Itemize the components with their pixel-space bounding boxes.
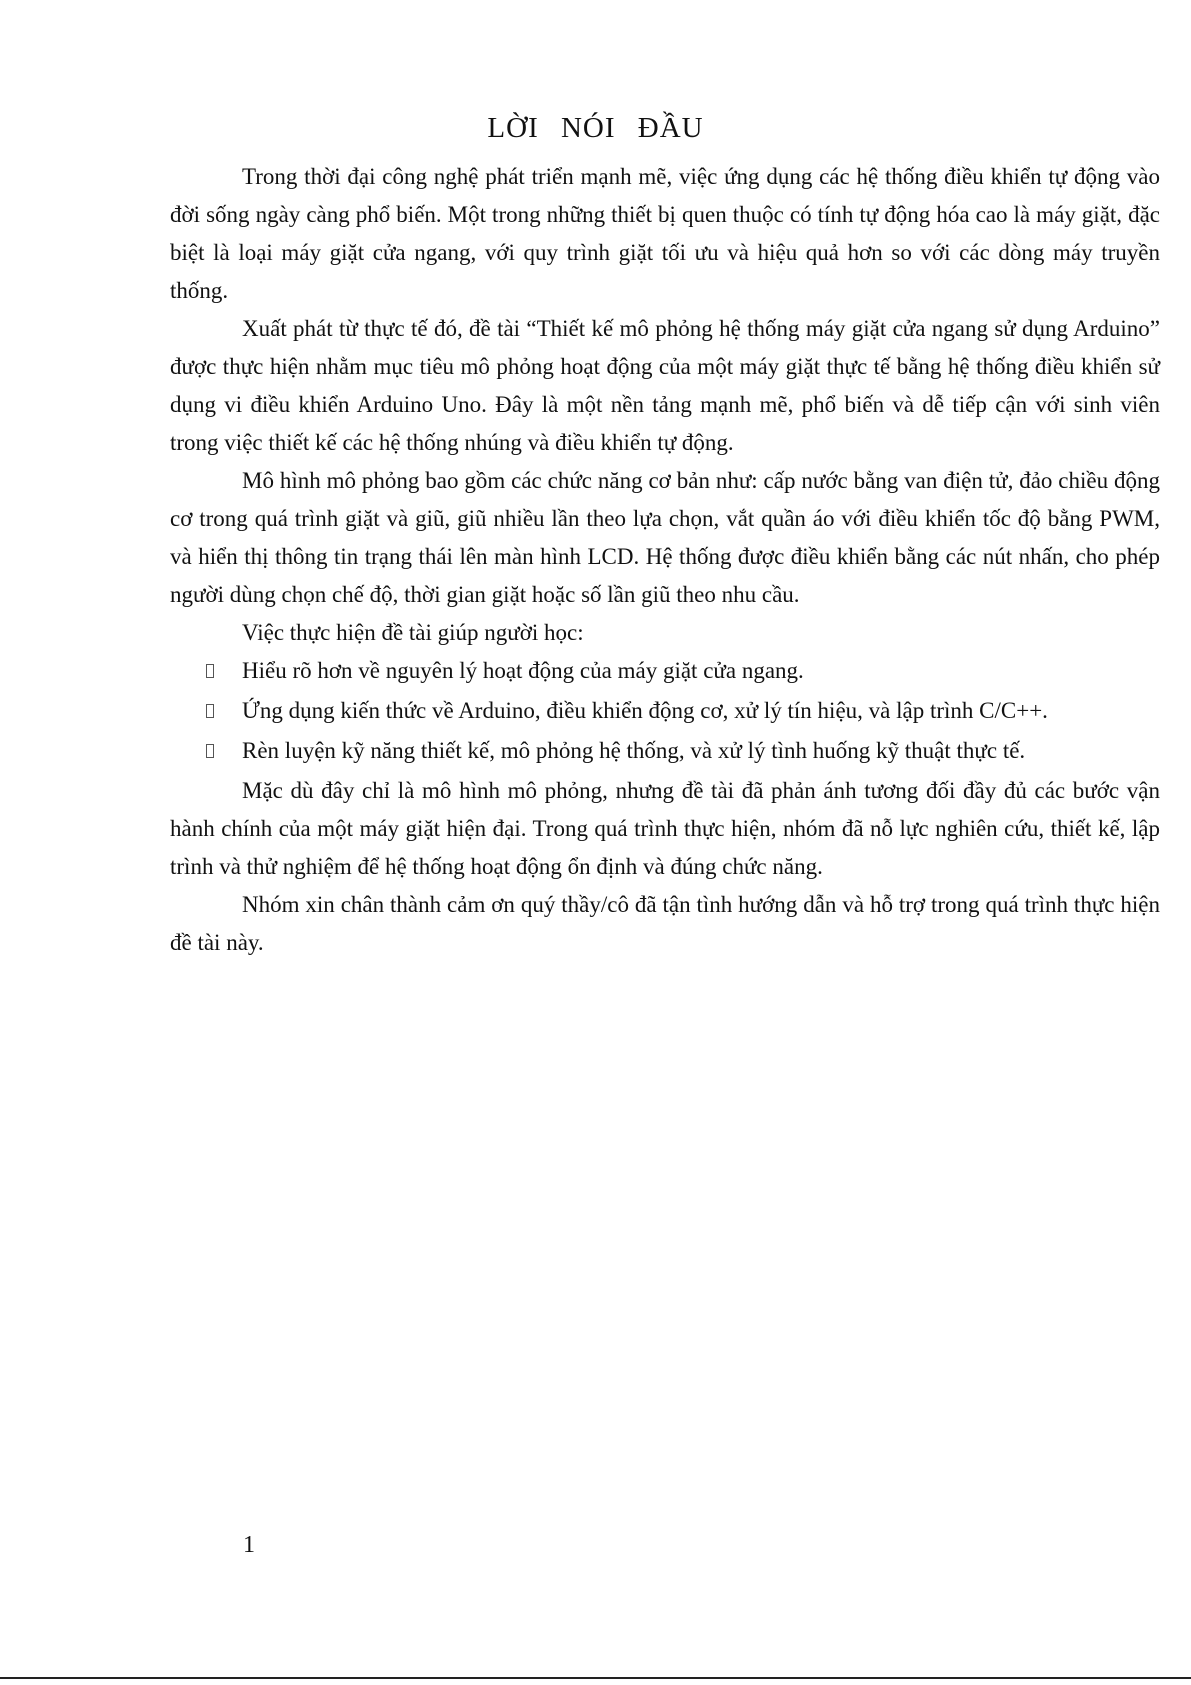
list-item-text: Rèn luyện kỹ năng thiết kế, mô phỏng hệ thống, và xử lý tình huống kỹ thuật thực tế. xyxy=(242,738,1026,763)
paragraph-topic: Xuất phát từ thực tế đó, đề tài “Thiết kế mô phỏng hệ thống máy giặt cửa ngang sử dụng Arduino” được thực hiện nhằm mục tiêu mô phỏng hoạt động của một máy giặt thực tế bằng hệ thống điều khiển sử dụng vi điều khiển Arduino Uno. Đây là một nền tảng mạnh mẽ, phổ biến và dễ tiếp cận với sinh viên trong việc thiết kế các hệ thống nhúng và điều khiển tự động. xyxy=(170,316,1160,455)
list-item-text: Ứng dụng kiến thức về Arduino, điều khiển động cơ, xử lý tín hiệu, và lập trình C/C++. xyxy=(242,698,1048,723)
benefits-list xyxy=(170,652,1160,770)
list-item xyxy=(170,652,1160,690)
paragraph-summary: Mặc dù đây chỉ là mô hình mô phỏng, nhưng đề tài đã phản ánh tương đối đầy đủ các bước vận hành chính của một máy giặt hiện đại. Trong quá trình thực hiện, nhóm đã nỗ lực nghiên cứu, thiết kế, lập trình và thử nghiệm để hệ thống hoạt động ổn định và đúng chức năng. xyxy=(170,778,1160,879)
paragraph-intro: Trong thời đại công nghệ phát triển mạnh mẽ, việc ứng dụng các hệ thống điều khiển tự động vào đời sống ngày càng phổ biến. Một trong những thiết bị quen thuộc có tính tự động hóa cao là máy giặt, đặc biệt là loại máy giặt cửa ngang, với quy trình giặt tối ưu và hiệu quả hơn so với các dòng máy truyền thống. xyxy=(170,164,1160,303)
page-number: 1 xyxy=(243,1532,255,1558)
footer-divider xyxy=(0,1677,1191,1679)
square-bullet-icon xyxy=(206,744,214,758)
page-title: LỜI NÓI ĐẦU xyxy=(487,112,704,144)
list-item xyxy=(170,692,1160,730)
list-item-text: Hiểu rõ hơn về nguyên lý hoạt động của máy giặt cửa ngang. xyxy=(242,658,804,683)
paragraph-model: Mô hình mô phỏng bao gồm các chức năng cơ bản như: cấp nước bằng van điện tử, đảo chiều động cơ trong quá trình giặt và giũ, giũ nhiều lần theo lựa chọn, vắt quần áo với điều khiển tốc độ bằng PWM, và hiển thị thông tin trạng thái lên màn hình LCD. Hệ thống được điều khiển bằng các nút nhấn, cho phép người dùng chọn chế độ, thời gian giặt hoặc số lần giũ theo nhu cầu. xyxy=(170,468,1160,607)
square-bullet-icon xyxy=(206,704,214,718)
list-item xyxy=(170,732,1160,770)
paragraph-benefits-lead: Việc thực hiện đề tài giúp người học: xyxy=(242,620,584,645)
paragraph-thanks: Nhóm xin chân thành cảm ơn quý thầy/cô đã tận tình hướng dẫn và hỗ trợ trong quá trình thực hiện đề tài này. xyxy=(170,892,1160,955)
document-body xyxy=(170,158,1160,962)
square-bullet-icon xyxy=(206,664,214,678)
